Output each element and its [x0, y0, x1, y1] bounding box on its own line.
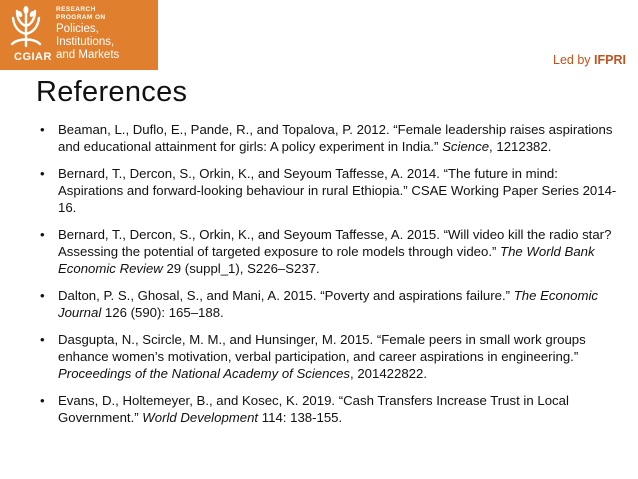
slide-title: References — [36, 76, 188, 108]
reference-text: 114: 138-155. — [258, 410, 343, 425]
reference-text: Beaman, L., Duflo, E., Pande, R., and Topalova, P. 2012. “Female leadership raises aspirations and educational attainment for girls: A policy experiment in India.” — [58, 122, 613, 154]
reference-item — [38, 331, 618, 382]
reference-source: The World Bank Economic Review — [58, 244, 595, 276]
program-name: Policies, Institutions, and Markets — [56, 23, 120, 61]
reference-text: , 201422822. — [350, 366, 428, 381]
reference-text: , 1212382. — [489, 139, 552, 154]
reference-item — [38, 121, 618, 155]
bullet-icon: • — [40, 332, 45, 347]
bullet-icon: • — [40, 227, 45, 242]
wheat-leaf-icon — [6, 4, 46, 48]
cgiar-pim-logo — [0, 0, 158, 70]
references-list — [38, 121, 618, 436]
led-by-ifpri: Led by IFPRI — [553, 53, 626, 67]
reference-text: Bernard, T., Dercon, S., Orkin, K., and Seyoum Taffesse, A. 2015. “Will video kill the radio star? Assessing the potential of targeted exposure to role models through video.” — [58, 227, 612, 259]
reference-source: Science — [442, 139, 490, 154]
slide-header — [0, 0, 638, 78]
reference-source: World Development — [142, 410, 259, 425]
reference-text: Evans, D., Holtemeyer, B., and Kosec, K. 2019. “Cash Transfers Increase Trust in Local Government.” — [58, 393, 569, 425]
reference-source: Proceedings of the National Academy of Sciences — [58, 366, 350, 381]
bullet-icon: • — [40, 288, 45, 303]
bullet-icon: • — [40, 393, 45, 408]
bullet-icon: • — [40, 166, 45, 181]
reference-item — [38, 165, 618, 216]
reference-item — [38, 392, 618, 426]
reference-text: Bernard, T., Dercon, S., Orkin, K., and Seyoum Taffesse, A. 2014. “The future in mind: Aspirations and forward-looking behaviour in rural Ethiopia.” CSAE Working Paper Series 2014-16. — [58, 166, 617, 215]
bullet-icon: • — [40, 122, 45, 137]
program-label: RESEARCH PROGRAM ON — [56, 6, 106, 21]
reference-text: 29 (suppl_1), S226–S237. — [162, 261, 320, 276]
cgiar-wordmark: CGIAR — [14, 51, 52, 63]
reference-item — [38, 287, 618, 321]
reference-source: The Economic Journal — [58, 288, 598, 320]
reference-text: Dalton, P. S., Ghosal, S., and Mani, A. 2015. “Poverty and aspirations failure.” — [58, 288, 514, 303]
reference-item — [38, 226, 618, 277]
reference-text: Dasgupta, N., Scircle, M. M., and Hunsinger, M. 2015. “Female peers in small work groups enhance women’s motivation, verbal participation, and career aspirations in engineering.” — [58, 332, 586, 364]
reference-text: 126 (590): 165–188. — [101, 305, 224, 320]
